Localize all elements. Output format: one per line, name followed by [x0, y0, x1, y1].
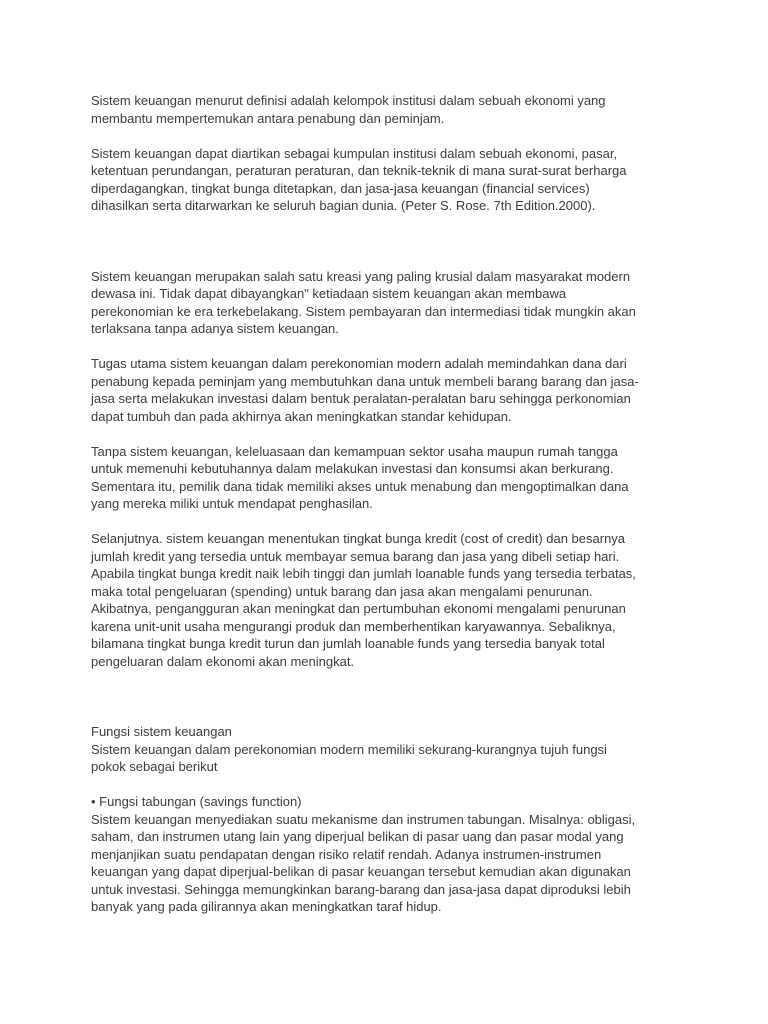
paragraph-spacer	[91, 425, 681, 443]
text-line: Sementara itu, pemilik dana tidak memiliki akses untuk menabung dan mengoptimalkan dana	[91, 478, 629, 494]
text-line: terlaksana tanpa adanya sistem keuangan.	[91, 321, 339, 336]
text-line: Sistem keuangan merupakan salah satu kreasi yang paling krusial dalam masyarakat modern	[91, 268, 631, 284]
text-line: saham, dan instrumen utang lain yang diperjual belikan di pasar uang dan pasar modal yang	[91, 829, 624, 844]
paragraph-spacer	[91, 670, 681, 723]
text-line: keuangan yang dapat diperjual-belikan di pasar keuangan tersebut kemudian akan digunakan	[91, 864, 631, 879]
text-line: dihasilkan serta ditarwarkan ke seluruh bagian dunia. (Peter S. Rose. 7th Edition.2000).	[91, 198, 596, 213]
bullet-item-heading: • Fungsi tabungan (savings function)	[91, 794, 302, 809]
text-line: maka total pengeluaran (spending) untuk barang dan jasa akan mengalami penurunan.	[91, 583, 593, 599]
text-line: Sistem keuangan dapat diartikan sebagai kumpulan institusi dalam sebuah ekonomi, pasar,	[91, 145, 618, 161]
text-line: untuk memenuhi kebutuhannya dalam melakukan investasi dan konsumsi akan berkurang.	[91, 461, 614, 476]
paragraph-spacer	[91, 776, 681, 794]
section-heading: Fungsi sistem keuangan	[91, 724, 232, 739]
paragraph-definition-rose	[91, 145, 681, 215]
paragraph-savings-function	[91, 793, 681, 916]
text-line: ketentuan perundangan, peraturan peraturan, dan teknik-teknik di mana surat-surat berharga	[91, 163, 627, 178]
text-line: bilamana tingkat bunga kredit turun dan jumlah loanable funds yang tersedia banyak total	[91, 636, 605, 651]
text-line: penabung kepada peminjam yang membutuhkan dana untuk membeli barang barang dan jasa-	[91, 373, 639, 389]
text-line: jasa serta melakukan investasi dalam bentuk peralatan-peralatan baru sehingga perkonomian	[91, 391, 631, 406]
paragraph-spacer	[91, 215, 681, 268]
text-line: Apabila tingkat bunga kredit naik lebih tinggi dan jumlah loanable funds yang tersedia terbatas,	[91, 566, 636, 581]
text-line: Tanpa sistem keuangan, keleluasaan dan kemampuan sektor usaha maupun rumah tangga	[91, 443, 618, 459]
paragraph-spacer	[91, 127, 681, 145]
paragraph-without-system	[91, 443, 681, 513]
paragraph-importance	[91, 268, 681, 338]
paragraph-definition	[91, 92, 681, 127]
text-line: banyak yang pada gilirannya akan meningkatkan taraf hidup.	[91, 899, 442, 914]
paragraph-spacer	[91, 513, 681, 531]
paragraph-main-task	[91, 355, 681, 425]
text-line: perekonomian ke era terkebelakang. Sistem pembayaran dan intermediasi tidak mungkin akan	[91, 303, 636, 319]
paragraph-interest-rate	[91, 530, 681, 670]
paragraph-functions-heading	[91, 723, 681, 776]
text-line: Sistem keuangan menurut definisi adalah kelompok institusi dalam sebuah ekonomi yang	[91, 93, 606, 108]
text-line: dapat tumbuh dan pada akhirnya akan meningkatkan standar kehidupan.	[91, 408, 512, 424]
paragraph-spacer	[91, 338, 681, 356]
text-line: Sistem keuangan menyediakan suatu mekanisme dan instrumen tabungan. Misalnya: obligasi,	[91, 811, 636, 827]
text-line: karena unit-unit usaha mengurangi produk dan memberhentikan karyawannya. Sebaliknya,	[91, 618, 616, 634]
document-body	[91, 92, 681, 916]
text-line: pengeluaran dalam ekonomi akan meningkat.	[91, 653, 355, 669]
text-line: untuk investasi. Sehingga memungkinkan barang-barang dan jasa-jasa dapat diproduksi lebih	[91, 881, 631, 897]
text-line: pokok sebagai berikut	[91, 759, 218, 774]
text-line: Tugas utama sistem keuangan dalam perekonomian modern adalah memindahkan dana dari	[91, 356, 627, 371]
text-line: Akibatnya, pengangguran akan meningkat dan pertumbuhan ekonomi mengalami penurunan	[91, 601, 626, 616]
text-line: yang mereka miliki untuk mendapat penghasilan.	[91, 496, 373, 511]
text-line: jumlah kredit yang tersedia untuk membayar semua barang dan jasa yang dibeli setiap hari.	[91, 548, 620, 564]
text-line: menjanjikan suatu pendapatan dengan risiko relatif rendah. Adanya instrumen-instrumen	[91, 846, 602, 862]
text-line: dewasa ini. Tidak dapat dibayangkan" ketiadaan sistem keuangan akan membawa	[91, 286, 567, 301]
text-line: diperdagangkan, tingkat bunga ditetapkan, dan jasa-jasa keuangan (financial services)	[91, 180, 590, 196]
text-line: Sistem keuangan dalam perekonomian modern memiliki sekurang-kurangnya tujuh fungsi	[91, 741, 607, 757]
text-line: Selanjutnya. sistem keuangan menentukan tingkat bunga kredit (cost of credit) dan besarnya	[91, 531, 626, 546]
text-line: membantu mempertemukan antara penabung dan peminjam.	[91, 110, 445, 126]
